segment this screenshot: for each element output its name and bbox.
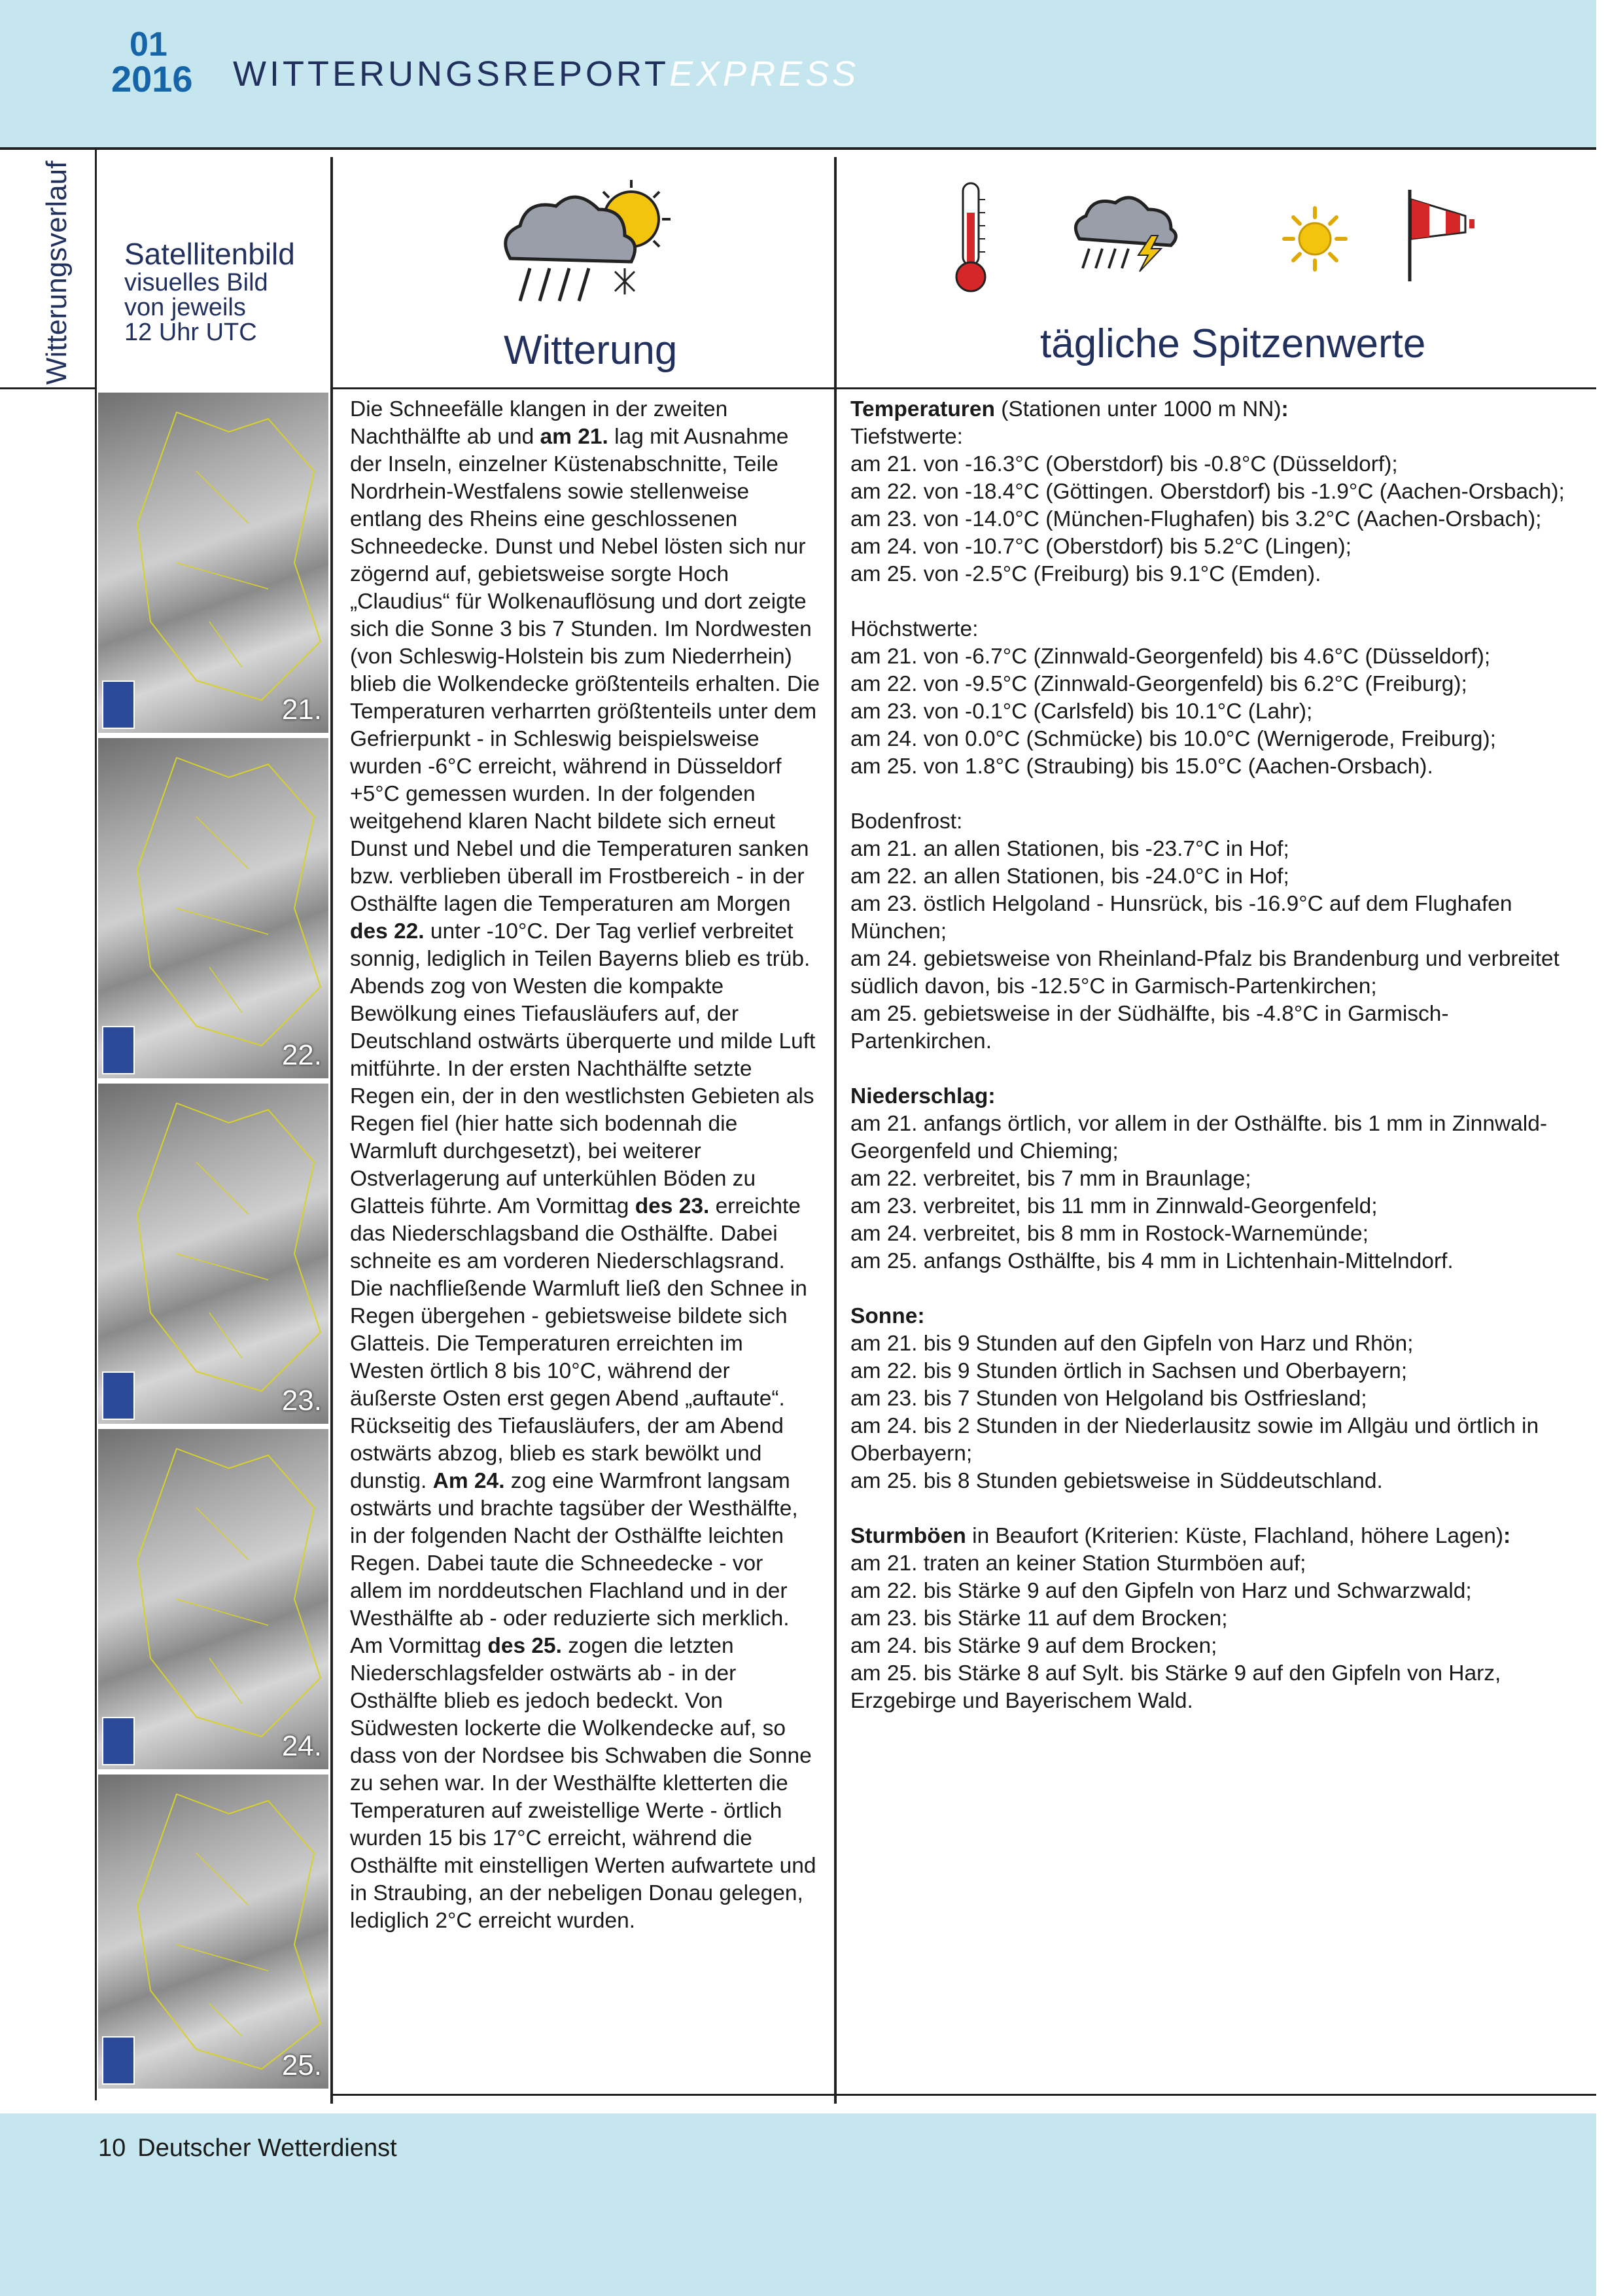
list-item: am 23. von -14.0°C (München-Flughafen) bis 3.2°C (Aachen-Orsbach);	[850, 507, 1542, 531]
list-item: am 21. an allen Stationen, bis -23.7°C in Hof;	[850, 837, 1289, 861]
issue-year: 2016	[111, 58, 193, 99]
list-item: am 25. anfangs Osthälfte, bis 4 mm in Lichtenhain-Mittelndorf.	[850, 1249, 1454, 1273]
satellite-image	[98, 1084, 328, 1424]
satellite-image	[98, 393, 328, 733]
dwd-logo-icon	[102, 1026, 135, 1074]
list-item: am 25. gebietsweise in der Südhälfte, bis -4.8°C in Garmisch-Partenkirchen.	[850, 1002, 1449, 1053]
satellite-sub-3: 12 Uhr UTC	[124, 319, 257, 346]
satellite-subtitle	[124, 270, 268, 345]
column-divider-2	[834, 157, 837, 2104]
dwd-logo-icon	[102, 1717, 135, 1765]
list-item: am 22. an allen Stationen, bis -24.0°C in Hof;	[850, 864, 1289, 889]
satellite-sub-1: visuelles Bild	[124, 269, 268, 296]
report-title-express: EXPRESS	[669, 54, 860, 94]
side-divider	[95, 147, 97, 2100]
cloud-sun-snow-icon	[484, 173, 693, 314]
precipitation-section	[850, 1083, 1583, 1275]
side-label: Witterungsverlauf	[41, 160, 73, 385]
list-item: am 21. anfangs örtlich, vor allem in der Osthälfte. bis 1 mm in Zinnwald-Georgenfeld und Chieming;	[850, 1112, 1547, 1163]
publisher-name: Deutscher Wetterdienst	[137, 2134, 397, 2162]
bottom-rule	[330, 2094, 1596, 2096]
list-item: am 23. verbreitet, bis 11 mm in Zinnwald-Georgenfeld;	[850, 1194, 1378, 1218]
list-item: am 21. von -16.3°C (Oberstdorf) bis -0.8°C (Düsseldorf);	[850, 452, 1398, 476]
column-header-rule	[330, 387, 1596, 389]
report-title	[233, 54, 859, 94]
satellite-image	[98, 1429, 328, 1769]
sun-icon	[1279, 203, 1351, 275]
ground-frost-label: Bodenfrost:	[850, 809, 963, 834]
storm-heading: Sturmböen in Beaufort (Kriterien: Küste, Flachland, höhere Lagen):	[850, 1524, 1511, 1548]
temperature-section	[850, 396, 1583, 588]
list-item: am 23. bis Stärke 11 auf dem Brocken;	[850, 1606, 1228, 1631]
precipitation-label: Niederschlag:	[850, 1084, 996, 1108]
list-item: am 22. bis Stärke 9 auf den Gipfeln von Harz und Schwarzwald;	[850, 1579, 1472, 1603]
list-item: am 23. bis 7 Stunden von Helgoland bis Ostfriesland;	[850, 1386, 1367, 1411]
satellite-title: Satellitenbild	[124, 237, 295, 271]
list-item: am 25. von 1.8°C (Straubing) bis 15.0°C (Aachen-Orsbach).	[850, 754, 1433, 779]
satellite-date: 22.	[281, 1039, 322, 1071]
list-item: am 22. von -9.5°C (Zinnwald-Georgenfeld) bis 6.2°C (Freiburg);	[850, 672, 1467, 696]
list-item: am 24. bis 2 Stunden in der Niederlausitz sowie im Allgäu und örtlich in Oberbayern;	[850, 1414, 1539, 1466]
list-item: am 24. gebietsweise von Rheinland-Pfalz bis Brandenburg und verbreitet südlich davon, bis -12.5°C in Garmisch-Partenkirchen;	[850, 947, 1560, 998]
list-item: am 23. von -0.1°C (Carlsfeld) bis 10.1°C (Lahr);	[850, 699, 1313, 724]
header-rule	[0, 147, 1596, 150]
page-edge	[1596, 0, 1623, 2296]
windsock-icon	[1400, 186, 1485, 285]
temperature-heading: Temperaturen (Stationen unter 1000 m NN):	[850, 397, 1289, 421]
list-item: am 24. verbreitet, bis 8 mm in Rostock-Warnemünde;	[850, 1222, 1369, 1246]
satellite-date: 21.	[281, 694, 322, 726]
list-item: am 21. bis 9 Stunden auf den Gipfeln von Harz und Rhön;	[850, 1332, 1414, 1356]
max-temp-section	[850, 616, 1583, 781]
list-item: am 24. von 0.0°C (Schmücke) bis 10.0°C (Wernigerode, Freiburg);	[850, 727, 1496, 751]
weather-column-title: Witterung	[504, 328, 678, 373]
list-item: am 23. östlich Helgoland - Hunsrück, bis -16.9°C auf dem Flughafen München;	[850, 892, 1512, 944]
min-temp-label: Tiefstwerte:	[850, 425, 963, 449]
dwd-logo-icon	[102, 680, 135, 729]
sunshine-section	[850, 1303, 1583, 1495]
satellite-date: 25.	[281, 2049, 322, 2081]
satellite-sub-2: von jeweils	[124, 294, 246, 321]
page-number: 10	[98, 2134, 126, 2162]
issue-number: 01	[130, 26, 167, 63]
list-item: am 22. bis 9 Stunden örtlich in Sachsen und Oberbayern;	[850, 1359, 1408, 1383]
peaks-text	[850, 396, 1583, 1742]
satellite-image	[98, 738, 328, 1078]
weather-text	[350, 396, 821, 1935]
satellite-date: 24.	[281, 1730, 322, 1762]
list-item: am 25. von -2.5°C (Freiburg) bis 9.1°C (Emden).	[850, 562, 1321, 586]
list-item: am 22. von -18.4°C (Göttingen. Oberstdorf) bis -1.9°C (Aachen-Orsbach);	[850, 480, 1565, 504]
report-title-main: WITTERUNGSREPORT	[233, 54, 670, 94]
list-item: am 24. von -10.7°C (Oberstdorf) bis 5.2°C (Lingen);	[850, 535, 1352, 559]
dwd-logo-icon	[102, 1371, 135, 1420]
side-rule	[0, 387, 95, 389]
list-item: am 21. von -6.7°C (Zinnwald-Georgenfeld) bis 4.6°C (Düsseldorf);	[850, 645, 1491, 669]
list-item: am 25. bis Stärke 8 auf Sylt. bis Stärke 9 auf den Gipfeln von Harz, Erzgebirge und Bayerischem Wald.	[850, 1661, 1501, 1713]
list-item: am 22. verbreitet, bis 7 mm in Braunlage;	[850, 1167, 1251, 1191]
page-footer	[98, 2134, 397, 2163]
list-item: am 21. traten an keiner Station Sturmböen auf;	[850, 1551, 1306, 1576]
thermometer-icon	[949, 180, 994, 294]
storm-section	[850, 1523, 1583, 1715]
satellite-date: 23.	[281, 1385, 322, 1417]
dwd-logo-icon	[102, 2036, 135, 2085]
list-item: am 24. bis Stärke 9 auf dem Brocken;	[850, 1634, 1217, 1658]
thunder-cloud-icon	[1066, 190, 1184, 275]
max-temp-label: Höchstwerte:	[850, 617, 979, 641]
weather-paragraph: Die Schneefälle klangen in der zweiten Nachthälfte ab und am 21. lag mit Ausnahme der Inseln, einzelner Küstenabschnitte, Teile Nordrhein-Westfalens sowie stellenweise entlang des Rheins eine geschlossenen Schneedecke. Dunst und Nebel lösten sich nur zögernd auf, gebietsweise sorgte Hoch „Claudius“ für Wolkenauflösung und dort zeigte sich die Sonne 3 bis 7 Stunden. Im Nordwesten (von Schleswig-Holstein bis zum Niederrhein) blieb die Wolkendecke größtenteils erhalten. Die Temperaturen verharrten größtenteils unter dem Gefrierpunkt - in Schleswig beispielsweise wurden -6°C erreicht, während in Düsseldorf +5°C gemessen wurden. In der folgenden weitgehend klaren Nacht bildete sich erneut Dunst und Nebel und die Temperaturen sanken bzw. verblieben überall im Frostbereich - in der Osthälfte lagen die Temperaturen am Morgen des 22. unter -10°C. Der Tag verlief verbreitet sonnig, lediglich in Teilen Bayerns blieb es trüb. Abends zog von Westen die kompakte Bewölkung eines Tiefausläufers auf, der Deutschland ostwärts überquerte und milde Luft mitführte. In der ersten Nachthälfte setzte Regen ein, der in den westlichsten Gebieten als Regen fiel (hier hatte sich bodennah die Warmluft durchgesetzt), bei weiterer Ostverlagerung auf unterkühlen Böden zu Glatteis führte. Am Vormittag des 23. erreichte das Niederschlagsband die Osthälfte. Dabei schneite es am vorderen Niederschlagsrand. Die nachfließende Warmluft ließ den Schnee in Regen übergehen - gebietsweise bildete sich Glatteis. Die Temperaturen erreichten im Westen örtlich 8 bis 10°C, während der äußerste Osten erst gegen Abend „auftaute“. Rückseitig des Tiefausläufers, der am Abend ostwärts abzog, blieb es stark bewölkt und dunstig. Am 24. zog eine Warmfront langsam ostwärts und brachte tagsüber der Westhälfte, in der folgenden Nacht der Osthälfte leichten Regen. Dabei taute die Schneedecke - vor allem im norddeutschen Flachland und in der Westhälfte ab - oder reduzierte sich merklich. Am Vormittag des 25. zogen die letzten Niederschlagsfelder ostwärts ab - in der Osthälfte blieb es jedoch bedeckt. Von Südwesten lockerte die Wolkendecke auf, so dass von der Nordsee bis Schwaben die Sonne zu sehen war. In der Westhälfte kletterten die Temperaturen auf zweistellige Werte - örtlich wurden 15 bis 17°C erreicht, während die Osthälfte mit einstelligen Werten aufwartete und in Straubing, an der nebeligen Donau gelegen, lediglich 2°C erreicht wurden.	[350, 397, 820, 1933]
column-divider-1	[330, 157, 333, 2104]
peaks-column-title: tägliche Spitzenwerte	[1040, 321, 1426, 366]
sunshine-label: Sonne:	[850, 1304, 925, 1328]
satellite-image	[98, 1775, 328, 2089]
list-item: am 25. bis 8 Stunden gebietsweise in Süddeutschland.	[850, 1469, 1383, 1493]
ground-frost-section	[850, 808, 1583, 1055]
